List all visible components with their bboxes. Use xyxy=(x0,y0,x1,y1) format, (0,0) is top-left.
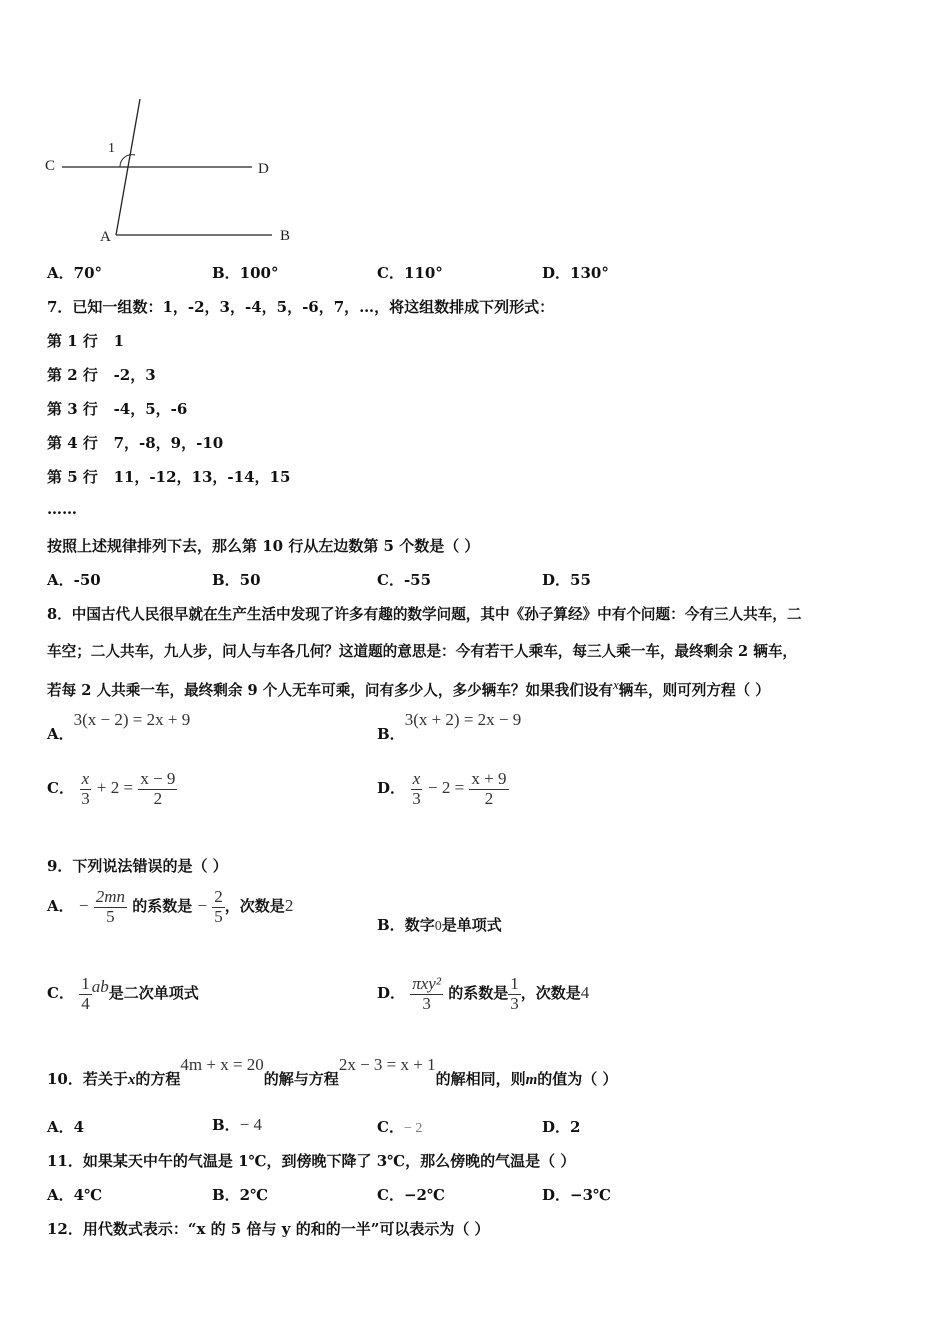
fraction-denominator: 2 xyxy=(484,788,494,808)
q7-row-values: 1 xyxy=(113,332,124,350)
q9-option-c-var: ab xyxy=(91,977,109,997)
q9-option-c xyxy=(47,975,199,1013)
q8-option-c-fraction-1 xyxy=(79,770,92,808)
fraction-numerator: 1 xyxy=(510,974,519,993)
q7-row-3 xyxy=(47,398,187,419)
q9-option-b xyxy=(377,914,502,935)
label-1: 1 xyxy=(108,141,115,156)
q7-row-label: 第 3 行 xyxy=(47,400,98,418)
q8-option-a xyxy=(47,710,190,744)
label-a: A xyxy=(100,229,111,245)
q9-option-a-text-1: 的系数是 xyxy=(132,897,193,916)
q9-option-b-zero: 0 xyxy=(434,919,442,934)
q9-option-a-degree: 2 xyxy=(284,896,294,916)
q10-equation-1: 4m + x = 20 xyxy=(180,1055,264,1074)
q9-stem: 9．下列说法错误的是（ ） xyxy=(47,857,228,875)
q8-line-1: 8．中国古代人民很早就在生产生活中发现了许多有趣的数学问题，其中《孙子算经》中有个问题：今有三人共车，二 xyxy=(47,606,802,623)
q11-option-b: B．2℃ xyxy=(212,1186,269,1204)
fraction-denominator: 2 xyxy=(153,788,163,808)
q8-option-b xyxy=(377,710,521,744)
q10-part-1: 10．若关于 xyxy=(47,1070,128,1088)
q9-option-a-sign-2: − xyxy=(197,896,208,916)
fraction-numerator: πxy² xyxy=(412,974,441,993)
fraction-denominator: 3 xyxy=(412,788,421,808)
q7-row-values: 7，-8，9，-10 xyxy=(113,434,224,452)
q11-stem: 11．如果某天中午的气温是 1℃，到傍晚下降了 3℃，那么傍晚的气温是（ ） xyxy=(47,1152,576,1170)
q9-option-b-text-2: 是单项式 xyxy=(441,916,502,934)
fraction-denominator: 4 xyxy=(81,993,90,1013)
q10-var-m: m xyxy=(525,1072,538,1088)
q10-part-5: 的值为（ ） xyxy=(537,1070,618,1088)
q9-option-a-text-2: ，次数是 xyxy=(224,897,285,916)
q9-option-a-label: A． xyxy=(47,897,74,916)
q10-equation-2: 2x − 3 = x + 1 xyxy=(338,1055,436,1074)
fraction-numerator: 2mn xyxy=(95,887,125,906)
q8-option-a-expr: 3(x − 2) = 2x + 9 xyxy=(73,710,191,729)
q6-option-d: D．130° xyxy=(542,264,609,282)
q7-option-b: B．50 xyxy=(212,571,261,589)
q7-row-1 xyxy=(47,330,124,351)
q8-line-3-tail: 辆车，则可列方程（ ） xyxy=(618,681,770,699)
q7-stem: 7．已知一组数：1，-2，3，-4，5，-6，7，…，将这组数排成下列形式： xyxy=(47,298,555,316)
q8-option-d-mid: − 2 = xyxy=(427,778,465,798)
q7-row-values: -4，5，-6 xyxy=(113,400,188,418)
q10-option-b-value: − 4 xyxy=(239,1115,263,1134)
q10-option-b-label: B． xyxy=(212,1116,240,1134)
q7-row-label: 第 1 行 xyxy=(47,332,98,350)
q6-option-c: C．110° xyxy=(377,264,443,282)
q8-option-b-expr: 3(x + 2) = 2x − 9 xyxy=(404,710,522,729)
q10-option-b xyxy=(212,1114,262,1135)
q8-option-d-fraction-2 xyxy=(469,770,508,808)
geometry-figure xyxy=(40,95,310,255)
q9-option-c-label: C． xyxy=(47,984,74,1003)
q9-option-d-fraction xyxy=(410,975,443,1013)
q8-option-d xyxy=(377,770,509,808)
q8-option-d-label: D． xyxy=(377,779,406,798)
q10-option-c-value: − 2 xyxy=(403,1121,423,1136)
fraction-numerator: 1 xyxy=(81,974,90,993)
q12-stem: 12．用代数式表示：“x 的 5 倍与 y 的和的一半”可以表示为（ ） xyxy=(47,1220,490,1238)
q8-option-c-fraction-2 xyxy=(138,770,177,808)
q7-option-a: A．-50 xyxy=(47,571,101,589)
q11-option-a: A．4℃ xyxy=(47,1186,103,1204)
q9-option-a-fraction-2 xyxy=(212,888,225,926)
q7-row-values: -2，3 xyxy=(113,366,156,384)
q9-option-d-fraction-2 xyxy=(508,975,521,1013)
fraction-numerator: x xyxy=(81,769,90,788)
q10-stem xyxy=(47,1055,618,1089)
fraction-denominator: 3 xyxy=(510,993,519,1013)
q7-row-2 xyxy=(47,364,156,385)
q8-option-a-label: A． xyxy=(47,725,74,743)
q9-option-d-label: D． xyxy=(377,984,406,1003)
q7-question: 按照上述规律排列下去，那么第 10 行从左边数第 5 个数是（ ） xyxy=(47,537,480,555)
q9-option-d-text-1: 的系数是 xyxy=(448,984,509,1003)
q10-part-3: 的解与方程 xyxy=(263,1070,339,1088)
q10-var-x: x xyxy=(127,1072,136,1088)
q10-option-a: A．4 xyxy=(47,1118,85,1136)
q10-option-c-label: C． xyxy=(377,1118,404,1136)
fraction-denominator: 3 xyxy=(422,993,431,1013)
q7-row-4 xyxy=(47,432,223,453)
q10-option-d: D．2 xyxy=(542,1118,581,1136)
q10-option-c xyxy=(377,1116,422,1137)
q9-option-d-text-2: ，次数是 xyxy=(520,984,581,1003)
label-d: D xyxy=(258,161,269,177)
q7-row-5 xyxy=(47,466,290,487)
q7-row-label: 第 2 行 xyxy=(47,366,98,384)
fraction-numerator: x − 9 xyxy=(140,769,176,788)
angle-arc xyxy=(120,155,135,167)
q6-option-a: A．70° xyxy=(47,264,103,282)
q11-option-d: D．−3℃ xyxy=(542,1186,611,1204)
q7-row-values: 11，-12，13，-14，15 xyxy=(113,468,291,486)
fraction-numerator: x + 9 xyxy=(471,769,507,788)
q8-option-b-label: B． xyxy=(377,725,405,743)
q9-option-b-text-1: 数字 xyxy=(404,916,435,934)
fraction-denominator: 3 xyxy=(81,788,90,808)
q9-option-c-text: 是二次单项式 xyxy=(108,984,199,1003)
q8-line-3 xyxy=(47,677,770,700)
q8-var-x: x xyxy=(613,677,619,692)
label-c: C xyxy=(45,158,56,174)
q7-option-d: D．55 xyxy=(542,571,591,589)
q10-part-4: 的解相同，则 xyxy=(435,1070,526,1088)
q8-option-d-fraction-1 xyxy=(410,770,423,808)
q7-row-label: 第 4 行 xyxy=(47,434,98,452)
q7-option-c: C．-55 xyxy=(377,571,432,589)
fraction-denominator: 5 xyxy=(106,906,115,926)
q7-row-label: 第 5 行 xyxy=(47,468,98,486)
q8-option-c xyxy=(47,770,177,808)
q8-option-c-mid: + 2 = xyxy=(96,778,134,798)
q9-option-c-fraction xyxy=(79,975,92,1013)
label-b: B xyxy=(280,228,291,244)
q6-option-b: B．100° xyxy=(212,264,279,282)
q11-option-c: C．−2℃ xyxy=(377,1186,445,1204)
q8-line-3-text: 若每 2 人共乘一车，最终剩余 9 个人无车可乘，问有多少人，多少辆车？如果我们设有 xyxy=(47,681,614,699)
q8-option-c-label: C． xyxy=(47,779,74,798)
q9-option-a-fraction xyxy=(94,888,127,926)
q9-option-d-degree: 4 xyxy=(580,983,590,1003)
q9-option-a xyxy=(47,888,293,926)
q9-option-d xyxy=(377,975,589,1013)
q8-line-2: 车空；二人共车，九人步，问人与车各几何？这道题的意思是：今有若干人乘车，每三人乘一车，最终剩余 2 辆车， xyxy=(47,643,798,660)
q9-option-a-sign: − xyxy=(78,896,89,916)
fraction-denominator: 5 xyxy=(214,906,223,926)
fraction-numerator: x xyxy=(412,769,421,788)
q10-part-2: 的方程 xyxy=(135,1070,181,1088)
fraction-numerator: 2 xyxy=(214,887,223,906)
q9-option-b-label: B． xyxy=(377,916,405,934)
q7-ellipsis: …… xyxy=(47,500,77,518)
